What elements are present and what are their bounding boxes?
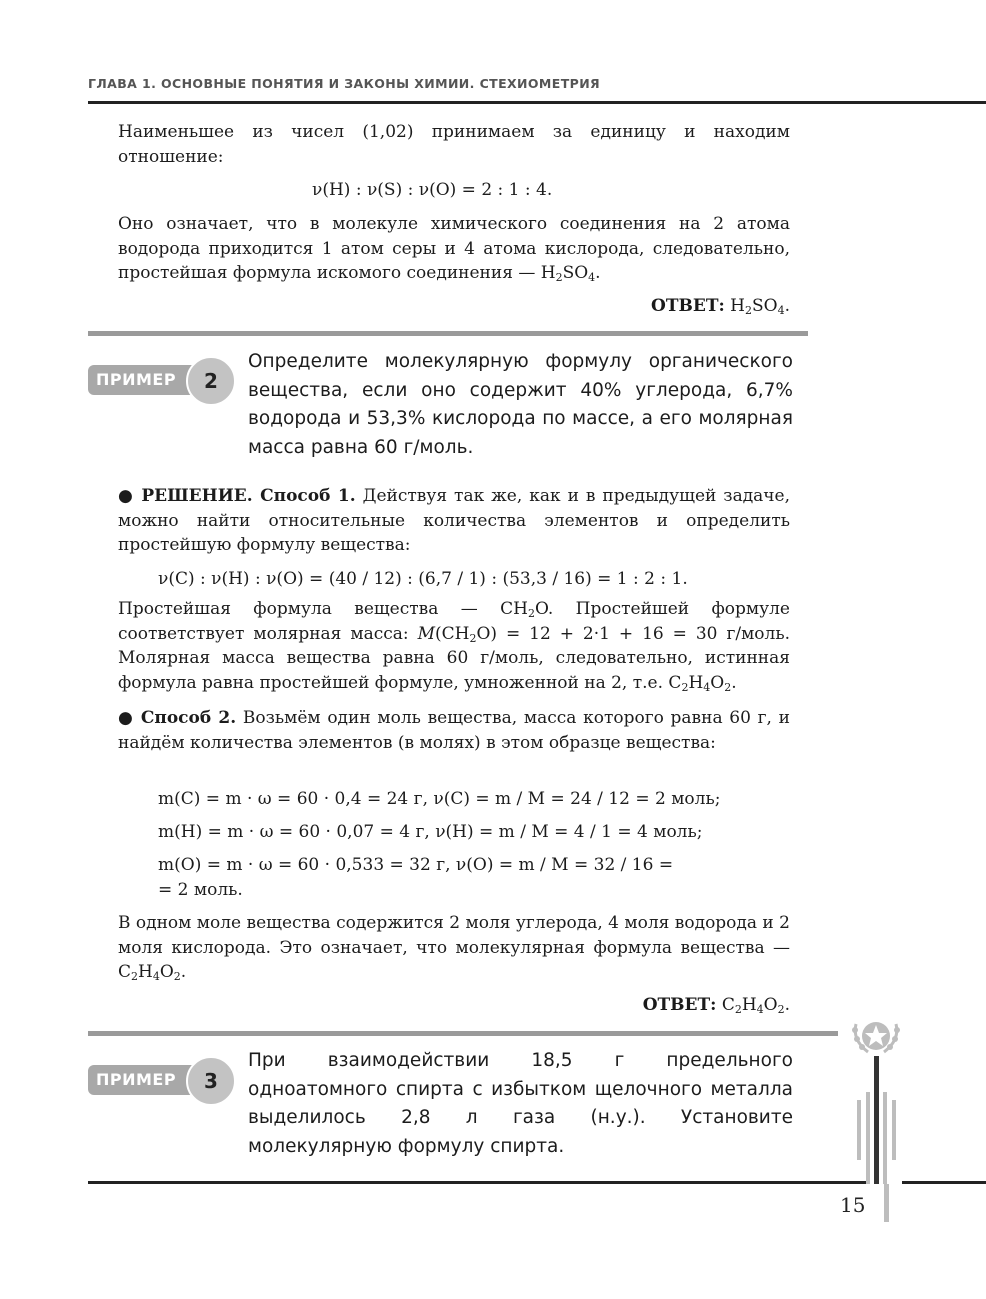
solution-method-2: ● Способ 2. Возьмём один моль вещества, масса которого равна 60 г, и найдём количества элементов (в молях) в этом образце вещества:: [118, 708, 790, 753]
paragraph-simplest-formula: Оно означает, что в молекуле химического соединения на 2 атома водорода приходится 1 атом серы и 4 атома кислорода, следовательно, простейшая формула искомого соединения — $H_2SO_4$.: [118, 214, 790, 284]
equation-carbon: m(C) = m · ω = 60 · 0,4 = 24 г, ν(C) = m / M = 24 / 12 = 2 моль;: [158, 789, 721, 809]
solution-method-1: ● РЕШЕНИЕ. Способ 1. Действуя так же, как и в предыдущей задаче, можно найти относительные количества элементов и определить простейшую формулу вещества:: [118, 486, 791, 555]
equation-oxygen-line1: m(O) = m · ω = 60 · 0,533 = 32 г, ν(O) = m / M = 32 / 16 =: [158, 855, 674, 875]
chapter-header: ГЛАВА 1. ОСНОВНЫЕ ПОНЯТИЯ И ЗАКОНЫ ХИМИИ. СТЕХИОМЕТРИЯ: [88, 76, 601, 91]
answer-1: ОТВЕТ: $H_2SO_4$.: [651, 296, 790, 317]
footer-rule: [88, 1181, 866, 1184]
paragraph-simplest-formula-ch2o: Простейшая формула вещества — $CH_2O$. Простейшей формуле соответствует молярная масса: $M(CH_2O) = 12 + 2\cdot 1 + 16 = 30$ г/моль. Молярная масса вещества равна 60 г/моль, следовательно, истинная формула равна простейшей формуле, умноженной на 2, т.е. $C_2H_4O_2$.: [118, 599, 790, 694]
section-divider-1: [88, 331, 808, 336]
decor-bar: [892, 1100, 896, 1160]
example-badge-number: 2: [186, 356, 236, 406]
answer-2: ОТВЕТ: $C_2H_4O_2$.: [642, 995, 790, 1016]
equation-ratio-cho: ν(C) : ν(H) : ν(O) = (40 / 12) : (6,7 / 1) : (53,3 / 16) = 1 : 2 : 1.: [158, 569, 688, 589]
footer-rule-right: [902, 1181, 986, 1184]
header-rule: [88, 101, 986, 104]
example-badge-number: 3: [186, 1056, 236, 1106]
example-2-badge: [88, 356, 238, 406]
equation-ratio-hso: ν(H) : ν(S) : ν(O) = 2 : 1 : 4.: [312, 180, 553, 200]
example-3-badge: [88, 1056, 238, 1106]
decor-bar: [883, 1092, 887, 1184]
page-number: 15: [840, 1193, 866, 1217]
example-badge-label: ПРИМЕР: [88, 365, 198, 395]
equation-hydrogen: m(H) = m · ω = 60 · 0,07 = 4 г, ν(H) = m / M = 4 / 1 = 4 моль;: [158, 822, 703, 842]
decor-bar: [874, 1056, 879, 1184]
paragraph-ratio-intro: Наименьшее из чисел (1,02) принимаем за единицу и находим отношение:: [118, 122, 790, 167]
decor-bar: [884, 1184, 889, 1222]
example-3-task: При взаимодействии 18,5 г предельного одноатомного спирта с избытком щелочного металла выделилось 2,8 л газа (н.у.). Установите молекулярную формулу спирта.: [248, 1050, 793, 1157]
decor-bar: [857, 1100, 861, 1160]
example-2-task: Определите молекулярную формулу органического вещества, если оно содержит 40% углерода, 6,7% водорода и 53,3% кислорода по массе, а его молярная масса равна 60 г/моль.: [248, 351, 793, 458]
decor-bar: [866, 1092, 870, 1184]
example-badge-label: ПРИМЕР: [88, 1065, 198, 1095]
paragraph-conclusion: В одном моле вещества содержится 2 моля углерода, 4 моля водорода и 2 моля кислорода. Это означает, что молекулярная формула вещества — $C_2H_4O_2$.: [118, 913, 790, 983]
section-divider-2: [88, 1031, 838, 1036]
star-wreath-icon: [846, 1010, 906, 1062]
equation-oxygen-line2: = 2 моль.: [158, 880, 243, 900]
